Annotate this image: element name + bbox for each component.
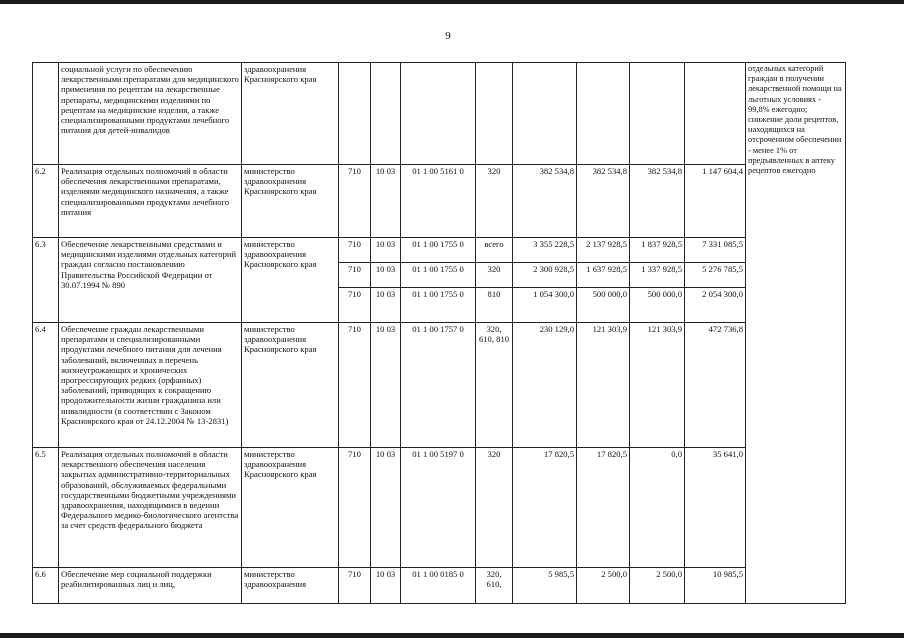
year3-cell: 2 500,0: [630, 568, 685, 604]
total-cell: 5 276 785,5: [685, 263, 746, 288]
year2-cell: [577, 63, 630, 165]
year3-cell: 500 000,0: [630, 288, 685, 323]
year1-cell: 2 300 928,5: [513, 263, 577, 288]
year3-cell: 0,0: [630, 448, 685, 568]
year2-cell: 17 820,5: [577, 448, 630, 568]
rzpr-cell: 10 03: [371, 165, 401, 238]
row-number: 6.4: [33, 323, 59, 448]
executor-cell: министерство здравоохранения: [242, 568, 339, 604]
executor-cell: министерство здравоохранения Красноярского края: [242, 165, 339, 238]
csr-cell: 01 1 00 1755 0: [401, 263, 476, 288]
vr-cell: [476, 63, 513, 165]
year3-cell: 382 534,8: [630, 165, 685, 238]
rzpr-cell: 10 03: [371, 323, 401, 448]
year1-cell: 382 534,8: [513, 165, 577, 238]
executor-cell: здравоохранения Красноярского края: [242, 63, 339, 165]
total-cell: 7 331 085,5: [685, 238, 746, 263]
csr-cell: [401, 63, 476, 165]
year2-cell: 382 534,8: [577, 165, 630, 238]
vr-cell: 320: [476, 448, 513, 568]
table-row-6-2: [33, 165, 846, 238]
measure-name-cell: социальной услуги по обеспечению лекарственными препаратами для медицинского применения по рецептам на лекарственные препараты, медицинскими изделиями по рецептам на медицинские изделия, а также специализированными продуктами лечебного питания для детей-инвалидов: [59, 63, 242, 165]
executor-cell: министерство здравоохранения Красноярского края: [242, 448, 339, 568]
row-number: 6.6: [33, 568, 59, 604]
year1-cell: 3 355 228,5: [513, 238, 577, 263]
vr-cell: 320: [476, 263, 513, 288]
expected-result-cell: отдельных категорий граждан в получении лекарственной помощи на льготных условиях - 99,8% ежегодно; снижение доли рецептов, находящихся на отсроченном обеспечении - менее 1% от предъявленных в аптеку рецептов ежегодно: [746, 63, 846, 604]
total-cell: 10 985,5: [685, 568, 746, 604]
executor-cell: министерство здравоохранения Красноярского края: [242, 238, 339, 323]
scan-bottom-edge: [0, 633, 904, 638]
measure-name-cell: Обеспечение граждан лекарственными препаратами и специализированными продуктами лечебного питания для лечения заболеваний, включенных в перечень жизнеугрожающих и хронических прогрессирующих редких (орфанных) заболеваний, приводящих к сокращению продолжительности жизни гражданина или инвалидности (в соответствии с Законом Красноярского края от 24.12.2004 № 13-2831): [59, 323, 242, 448]
csr-cell: 01 1 00 5197 0: [401, 448, 476, 568]
grbs-cell: 710: [339, 448, 371, 568]
vr-cell: 810: [476, 288, 513, 323]
table-row-6-6: [33, 568, 846, 604]
measure-name-cell: Реализация отдельных полномочий в области лекарственного обеспечения населения закрытых административно-территориальных образований, обслуживаемых федеральными государственными бюджетными учреждениями здравоохранения, находящимися в ведении Федерального медико-биологического агентства за счет средств федерального бюджета: [59, 448, 242, 568]
total-cell: 1 147 604,4: [685, 165, 746, 238]
vr-cell: всего: [476, 238, 513, 263]
total-cell: [685, 63, 746, 165]
rzpr-cell: 10 03: [371, 568, 401, 604]
page-number: 9: [445, 30, 451, 42]
year1-cell: [513, 63, 577, 165]
rzpr-cell: 10 03: [371, 288, 401, 323]
num-cell: [33, 63, 59, 165]
year2-cell: 500 000,0: [577, 288, 630, 323]
program-measures-table: [32, 62, 846, 604]
grbs-cell: 710: [339, 568, 371, 604]
csr-cell: 01 1 00 1757 0: [401, 323, 476, 448]
table-row-continuation: [33, 63, 846, 165]
year2-cell: 2 137 928,5: [577, 238, 630, 263]
grbs-cell: [339, 63, 371, 165]
csr-cell: 01 1 00 5161 0: [401, 165, 476, 238]
table-row-6-4: [33, 323, 846, 448]
measure-name-cell: Реализация отдельных полномочий в области обеспечения лекарственными препаратами, изделиями медицинского назначения, а также специализированными продуктами лечебного питания: [59, 165, 242, 238]
executor-cell: министерство здравоохранения Красноярского края: [242, 323, 339, 448]
scan-top-edge: [0, 0, 904, 4]
year2-cell: 1 637 928,5: [577, 263, 630, 288]
row-number: 6.2: [33, 165, 59, 238]
year2-cell: 2 500,0: [577, 568, 630, 604]
vr-cell: 320, 610, 810: [476, 323, 513, 448]
grbs-cell: 710: [339, 323, 371, 448]
grbs-cell: 710: [339, 238, 371, 263]
rzpr-cell: [371, 63, 401, 165]
grbs-cell: 710: [339, 263, 371, 288]
vr-cell: 320, 610,: [476, 568, 513, 604]
vr-cell: 320: [476, 165, 513, 238]
table-row-6-3: [33, 238, 846, 263]
measure-name-cell: Обеспечение лекарственными средствами и медицинскими изделиями отдельных категорий граждан согласно постановлению Правительства Российской Федерации от 30.07.1994 № 890: [59, 238, 242, 323]
rzpr-cell: 10 03: [371, 238, 401, 263]
row-number: 6.3: [33, 238, 59, 323]
rzpr-cell: 10 03: [371, 263, 401, 288]
row-number: 6.5: [33, 448, 59, 568]
year1-cell: 17 820,5: [513, 448, 577, 568]
year3-cell: 1 837 928,5: [630, 238, 685, 263]
total-cell: 35 641,0: [685, 448, 746, 568]
table-row-6-5: [33, 448, 846, 568]
year1-cell: 5 985,5: [513, 568, 577, 604]
year3-cell: 1 337 928,5: [630, 263, 685, 288]
rzpr-cell: 10 03: [371, 448, 401, 568]
year3-cell: [630, 63, 685, 165]
csr-cell: 01 1 00 1755 0: [401, 288, 476, 323]
total-cell: 2 054 300,0: [685, 288, 746, 323]
year1-cell: 1 054 300,0: [513, 288, 577, 323]
csr-cell: 01 1 00 1755 0: [401, 238, 476, 263]
year1-cell: 230 129,0: [513, 323, 577, 448]
csr-cell: 01 1 00 0185 0: [401, 568, 476, 604]
total-cell: 472 736,8: [685, 323, 746, 448]
grbs-cell: 710: [339, 165, 371, 238]
year2-cell: 121 303,9: [577, 323, 630, 448]
year3-cell: 121 303,9: [630, 323, 685, 448]
measure-name-cell: Обеспечение мер социальной поддержки реабилитированных лиц и лиц,: [59, 568, 242, 604]
grbs-cell: 710: [339, 288, 371, 323]
